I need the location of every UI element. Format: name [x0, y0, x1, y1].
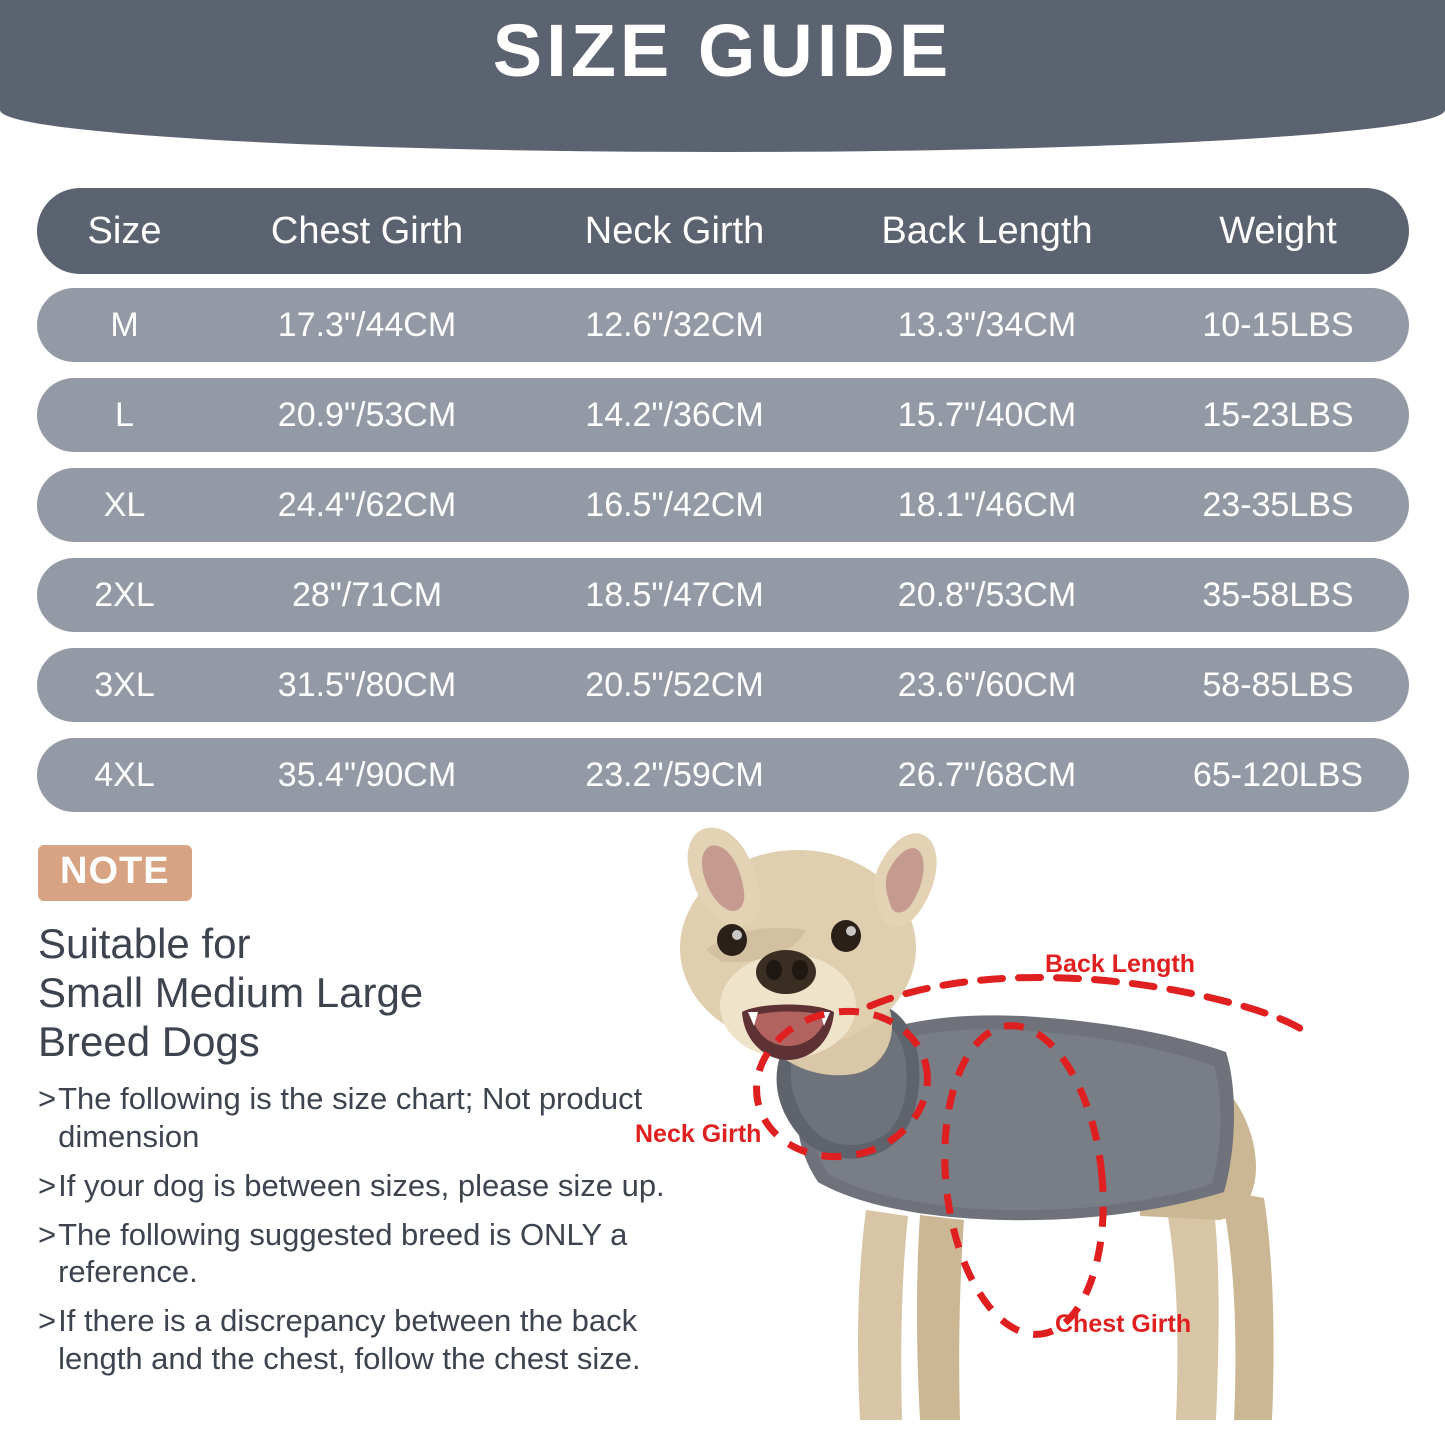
- cell-back: 20.8"/53CM: [897, 576, 1077, 614]
- cell-neck: 12.6"/32CM: [585, 306, 764, 344]
- cell-back: 23.6"/60CM: [897, 666, 1077, 704]
- cell-size: XL: [103, 486, 146, 524]
- table-row: [37, 378, 1409, 452]
- list-item: [38, 1080, 678, 1154]
- chevron-right-icon: >: [38, 1303, 57, 1339]
- cell-chest: 17.3"/44CM: [277, 306, 457, 344]
- table-row: [37, 468, 1409, 542]
- column-header-size: Size: [87, 210, 162, 252]
- cell-neck: 20.5"/52CM: [585, 666, 764, 704]
- cell-neck: 16.5"/42CM: [585, 486, 764, 524]
- dog-illustration: [620, 820, 1445, 1445]
- cell-chest: 20.9"/53CM: [277, 396, 457, 434]
- column-header-neck: Neck Girth: [584, 210, 765, 252]
- cell-neck: 14.2"/36CM: [585, 396, 764, 434]
- cell-size: 4XL: [94, 756, 155, 794]
- cell-size: 3XL: [94, 666, 155, 704]
- list-item-text: The following suggested breed is ONLY a reference.: [58, 1216, 628, 1290]
- cell-chest: 31.5"/80CM: [277, 666, 457, 704]
- list-item: [38, 1167, 678, 1204]
- cell-back: 15.7"/40CM: [897, 396, 1077, 434]
- column-header-chest: Chest Girth: [270, 210, 464, 252]
- cell-chest: 28"/71CM: [291, 576, 443, 614]
- note-bullet-list: [38, 1080, 678, 1376]
- label-back-length: Back Length: [1045, 950, 1196, 978]
- list-item-text: If there is a discrepancy between the back length and the chest, follow the chest size.: [58, 1303, 641, 1376]
- list-item-text: The following is the size chart; Not product dimension: [58, 1081, 643, 1154]
- note-heading: [38, 919, 678, 1066]
- note-section: [38, 845, 678, 1389]
- page-title: SIZE GUIDE: [492, 9, 953, 92]
- cell-weight: 65-120LBS: [1192, 756, 1364, 794]
- chevron-right-icon: >: [38, 1167, 57, 1203]
- note-heading-line-3: Breed Dogs: [38, 1018, 260, 1066]
- cell-weight: 58-85LBS: [1202, 666, 1354, 704]
- note-badge: NOTE: [38, 845, 192, 901]
- cell-size: M: [110, 306, 139, 344]
- cell-neck: 18.5"/47CM: [585, 576, 764, 614]
- table-row: [37, 558, 1409, 632]
- cell-size: L: [115, 396, 134, 434]
- list-item: [38, 1302, 678, 1376]
- chevron-right-icon: >: [38, 1216, 57, 1252]
- note-heading-line-2: Small Medium Large: [38, 969, 424, 1017]
- list-item: [38, 1216, 678, 1290]
- cell-chest: 24.4"/62CM: [277, 486, 457, 524]
- label-chest-girth: Chest Girth: [1055, 1310, 1192, 1338]
- label-neck-girth: Neck Girth: [635, 1120, 762, 1148]
- cell-back: 18.1"/46CM: [897, 486, 1077, 524]
- cell-back: 26.7"/68CM: [897, 756, 1077, 794]
- cell-weight: 10-15LBS: [1202, 306, 1354, 344]
- table-row: [37, 288, 1409, 362]
- table-header-row: [37, 188, 1409, 274]
- cell-weight: 23-35LBS: [1202, 486, 1354, 524]
- cell-neck: 23.2"/59CM: [585, 756, 764, 794]
- cell-size: 2XL: [94, 576, 155, 614]
- cell-weight: 15-23LBS: [1202, 396, 1354, 434]
- list-item-text: If your dog is between sizes, please size up.: [58, 1167, 665, 1203]
- table-row: [37, 738, 1409, 812]
- chevron-right-icon: >: [38, 1081, 57, 1117]
- note-heading-line-1: Suitable for: [38, 920, 251, 967]
- column-header-weight: Weight: [1219, 210, 1337, 252]
- column-header-back: Back Length: [881, 210, 1093, 252]
- size-table: [37, 188, 1409, 828]
- cell-back: 13.3"/34CM: [897, 306, 1077, 344]
- cell-chest: 35.4"/90CM: [277, 756, 457, 794]
- page-header: [0, 0, 1445, 152]
- table-row: [37, 648, 1409, 722]
- cell-weight: 35-58LBS: [1202, 576, 1354, 614]
